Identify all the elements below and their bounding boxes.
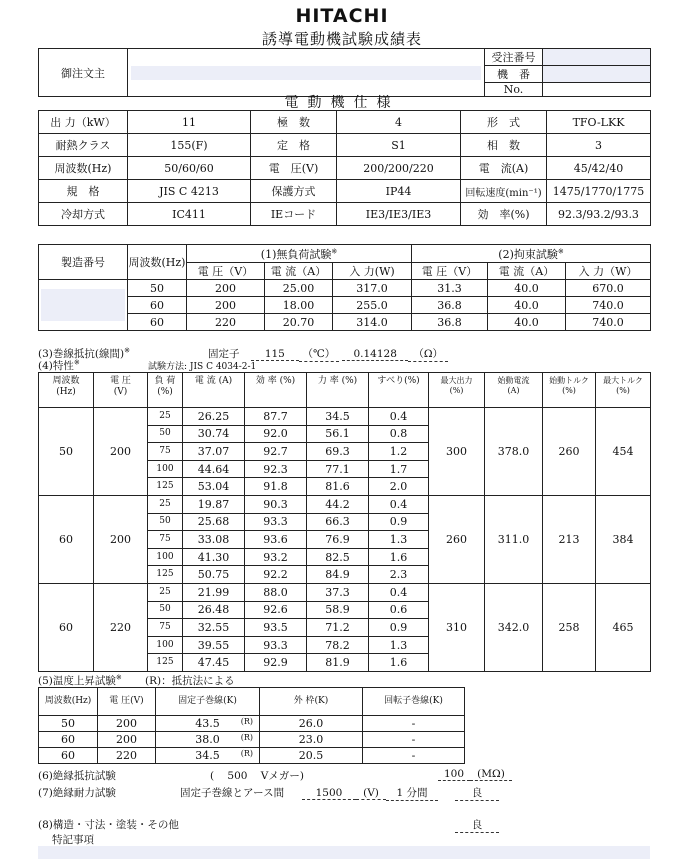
machine-number-field[interactable]	[543, 66, 651, 83]
characteristic-value: 92.0	[245, 425, 307, 443]
characteristic-value: 88.0	[245, 583, 307, 601]
characteristic-value: 21.99	[183, 583, 245, 601]
characteristic-value: 50.75	[183, 566, 245, 584]
load-percent: 75	[148, 619, 183, 637]
spec-value: 11	[128, 111, 251, 134]
characteristic-value: 41.30	[183, 548, 245, 566]
characteristic-value: 93.6	[245, 531, 307, 549]
characteristics-header: 電 流 (A)	[183, 373, 245, 408]
characteristic-value: 91.8	[245, 478, 307, 496]
spec-label: 規 格	[39, 180, 128, 203]
characteristic-value: 0.6	[369, 601, 429, 619]
load-test-value: 60	[128, 297, 187, 314]
load-test-value: 31.3	[412, 280, 488, 297]
characteristics-header: 最大トルク (%)	[596, 373, 651, 408]
characteristics-row	[39, 408, 651, 426]
spec-value: 4	[337, 111, 461, 134]
serial-number-cell	[39, 280, 128, 331]
characteristic-value: 56.1	[307, 425, 369, 443]
spec-value: 3	[547, 134, 651, 157]
group-start-tq: 213	[543, 495, 596, 583]
group-max-out: 260	[429, 495, 485, 583]
load-test-value: 50	[128, 280, 187, 297]
load-test-row	[39, 314, 651, 331]
temp-rise-row	[39, 748, 465, 764]
characteristic-value: 0.4	[369, 583, 429, 601]
brand-logo: HITACHI	[295, 5, 389, 27]
characteristics-header: 周波数 (Hz)	[39, 373, 94, 408]
load-test-value: 36.8	[412, 314, 488, 331]
spec-value: IP44	[337, 180, 461, 203]
load-percent: 100	[148, 460, 183, 478]
load-test-value: 36.8	[412, 297, 488, 314]
characteristics-header: 電 圧 (V)	[94, 373, 148, 408]
characteristic-value: 1.6	[369, 548, 429, 566]
load-subheader: 電 圧（V）	[187, 263, 265, 280]
spec-row	[39, 203, 651, 226]
resistance-value: 0.14128	[342, 348, 408, 361]
load-test-row	[39, 280, 651, 297]
spec-label: 回転速度(min⁻¹)	[461, 180, 547, 203]
characteristic-value: 19.87	[183, 495, 245, 513]
load-test-table	[38, 244, 651, 331]
load-test-value: 740.0	[566, 314, 651, 331]
characteristic-value: 93.2	[245, 548, 307, 566]
machine-number-label: 機 番	[485, 66, 543, 83]
characteristic-value: 44.64	[183, 460, 245, 478]
temp-rise-header: 固定子巻線(K)	[156, 688, 260, 716]
load-test-value: 740.0	[566, 297, 651, 314]
customer-label: 御注文主	[39, 49, 128, 97]
characteristic-value: 90.3	[245, 495, 307, 513]
spec-value: 45/42/40	[547, 157, 651, 180]
megger-spec: ( 500 Vメガー)	[210, 770, 304, 782]
group-frequency: 60	[39, 495, 94, 583]
spec-value: 1475/1770/1775	[547, 180, 651, 203]
spec-value: S1	[337, 134, 461, 157]
order-info-table	[38, 48, 651, 97]
stator-winding-value: 34.5	[195, 749, 220, 762]
spec-table	[38, 110, 651, 226]
load-subheader: 電 流（A）	[488, 263, 566, 280]
characteristic-value: 1.2	[369, 443, 429, 461]
spec-row	[39, 134, 651, 157]
customer-field[interactable]	[131, 66, 481, 80]
characteristics-header: 最大出力 (%)	[429, 373, 485, 408]
load-percent: 25	[148, 495, 183, 513]
spec-value: IE3/IE3/IE3	[337, 203, 461, 226]
group-voltage: 220	[94, 583, 148, 671]
characteristics-header: すべり(%)	[369, 373, 429, 408]
characteristic-value: 0.9	[369, 619, 429, 637]
characteristic-value: 66.3	[307, 513, 369, 531]
stator-winding-cell	[156, 716, 260, 732]
load-percent: 100	[148, 636, 183, 654]
spec-value: 200/200/220	[337, 157, 461, 180]
characteristic-value: 39.55	[183, 636, 245, 654]
temp-rise-value: -	[363, 732, 465, 748]
characteristic-value: 81.6	[307, 478, 369, 496]
temp-rise-header: 電 圧(V)	[98, 688, 156, 716]
spec-label: 相 数	[461, 134, 547, 157]
characteristic-value: 93.5	[245, 619, 307, 637]
temp-rise-value: 200	[98, 716, 156, 732]
group-max-tq: 465	[596, 583, 651, 671]
load-test-value: 314.0	[333, 314, 412, 331]
resistance-method-mark: (R)	[240, 733, 253, 742]
load-percent: 50	[148, 513, 183, 531]
spec-row	[39, 111, 651, 134]
insulation-resistance-label: (6)絶縁抵抗試験	[38, 770, 116, 782]
characteristics-header: 始動トルク (%)	[543, 373, 596, 408]
load-test-value: 317.0	[333, 280, 412, 297]
serial-number-field[interactable]	[41, 289, 125, 321]
characteristic-value: 0.8	[369, 425, 429, 443]
document-title: 誘導電動機試験成績表	[261, 30, 422, 48]
group-frequency: 60	[39, 583, 94, 671]
resistance-method-mark: (R)	[240, 717, 253, 726]
spec-value: IC411	[128, 203, 251, 226]
characteristic-value: 92.2	[245, 566, 307, 584]
spec-label: 耐熱クラス	[39, 134, 128, 157]
characteristic-value: 30.74	[183, 425, 245, 443]
characteristic-value: 93.3	[245, 636, 307, 654]
withstand-desc: 固定子巻線とアース間	[180, 787, 285, 799]
stator-winding-cell	[156, 732, 260, 748]
group-voltage: 200	[94, 408, 148, 496]
temp-rise-value: 23.0	[260, 732, 363, 748]
characteristic-value: 26.48	[183, 601, 245, 619]
characteristic-value: 0.4	[369, 408, 429, 426]
load-test-value: 255.0	[333, 297, 412, 314]
spec-label: 形 式	[461, 111, 547, 134]
characteristics-header: 効 率 (%)	[245, 373, 307, 408]
characteristic-value: 92.9	[245, 654, 307, 672]
temp-rise-row	[39, 732, 465, 748]
load-test-value: 40.0	[488, 314, 566, 331]
spec-value: 155(F)	[128, 134, 251, 157]
withstand-values: 1500 (V) 1 分間	[302, 785, 438, 801]
characteristic-value: 82.5	[307, 548, 369, 566]
characteristic-value: 34.5	[307, 408, 369, 426]
characteristic-value: 81.9	[307, 654, 369, 672]
load-test-value: 40.0	[488, 297, 566, 314]
withstand-label: (7)絶縁耐力試験	[38, 787, 116, 799]
temp-rise-value: 26.0	[260, 716, 363, 732]
load-test-value: 200	[187, 297, 265, 314]
test-method: 試験方法: JIS C 4034-2-1	[148, 362, 257, 372]
characteristic-value: 37.3	[307, 583, 369, 601]
temp-rise-value: 200	[98, 732, 156, 748]
group-start-tq: 260	[543, 408, 596, 496]
stator-winding-cell	[156, 748, 260, 764]
spec-row	[39, 180, 651, 203]
spec-value: 50/60/60	[128, 157, 251, 180]
characteristic-value: 76.9	[307, 531, 369, 549]
characteristic-value: 0.9	[369, 513, 429, 531]
load-percent: 125	[148, 566, 183, 584]
load-test-row	[39, 297, 651, 314]
temp-rise-value: 220	[98, 748, 156, 764]
spec-value: TFO-LKK	[547, 111, 651, 134]
characteristic-value: 32.55	[183, 619, 245, 637]
load-subheader: 電 圧（V）	[412, 263, 488, 280]
group-max-out: 300	[429, 408, 485, 496]
load-percent: 50	[148, 601, 183, 619]
group-start-tq: 258	[543, 583, 596, 671]
spec-row	[39, 157, 651, 180]
group-max-out: 310	[429, 583, 485, 671]
structure-label: (8)構造・寸法・塗装・その他	[38, 819, 179, 831]
characteristic-value: 2.3	[369, 566, 429, 584]
spec-label: 極 数	[251, 111, 337, 134]
load-percent: 25	[148, 583, 183, 601]
characteristics-table	[38, 372, 651, 672]
characteristic-value: 1.7	[369, 460, 429, 478]
spec-label: 冷却方式	[39, 203, 128, 226]
spec-value: 92.3/93.2/93.3	[547, 203, 651, 226]
winding-resistance-values: 固定子 115 （℃） 0.14128 （Ω）	[208, 346, 448, 362]
characteristic-value: 53.04	[183, 478, 245, 496]
temp-rise-value: -	[363, 748, 465, 764]
characteristic-value: 1.3	[369, 531, 429, 549]
characteristic-value: 77.1	[307, 460, 369, 478]
load-percent: 25	[148, 408, 183, 426]
stator-winding-value: 38.0	[195, 733, 220, 746]
characteristic-value: 0.4	[369, 495, 429, 513]
characteristic-value: 93.3	[245, 513, 307, 531]
characteristic-value: 26.25	[183, 408, 245, 426]
remarks-label: 特記事項	[52, 834, 94, 846]
load-subheader: 入 力(W)	[333, 263, 412, 280]
characteristic-value: 92.6	[245, 601, 307, 619]
temp-rise-note: (R)：抵抗法による	[145, 675, 235, 687]
load-subheader: 入 力（W）	[566, 263, 651, 280]
load-test-value: 60	[128, 314, 187, 331]
characteristics-header: 力 率 (%)	[307, 373, 369, 408]
load-test-value: 18.00	[265, 297, 333, 314]
temp-rise-header: 周波数(Hz)	[39, 688, 98, 716]
locked-rotor-header: (2)拘束試験※	[412, 245, 651, 263]
characteristic-value: 33.08	[183, 531, 245, 549]
spec-label: 出 力（kW）	[39, 111, 128, 134]
temp-rise-header: 外 枠(K)	[260, 688, 363, 716]
characteristic-value: 92.7	[245, 443, 307, 461]
spec-value: JIS C 4213	[128, 180, 251, 203]
load-percent: 75	[148, 443, 183, 461]
group-max-tq: 454	[596, 408, 651, 496]
characteristic-value: 25.68	[183, 513, 245, 531]
load-percent: 75	[148, 531, 183, 549]
serial-number-label: 製造番号	[39, 245, 128, 280]
freq-label: 周波数(Hz)	[128, 245, 187, 280]
characteristics-header: 負 荷 (%)	[148, 373, 183, 408]
spec-label: 電 圧(V)	[251, 157, 337, 180]
characteristic-value: 1.6	[369, 654, 429, 672]
spec-label: 定 格	[251, 134, 337, 157]
remarks-field[interactable]	[38, 846, 650, 859]
characteristics-row	[39, 495, 651, 513]
spec-label: 保護方式	[251, 180, 337, 203]
group-start-cur: 378.0	[485, 408, 543, 496]
group-frequency: 50	[39, 408, 94, 496]
characteristics-section: (4)特性※	[38, 358, 80, 372]
stator-winding-value: 43.5	[195, 717, 220, 730]
spec-label: 周波数(Hz)	[39, 157, 128, 180]
no-load-header: (1)無負荷試験※	[187, 245, 412, 263]
characteristic-value: 87.7	[245, 408, 307, 426]
load-percent: 100	[148, 548, 183, 566]
spec-title: 電動機仕様	[284, 95, 400, 111]
characteristic-value: 47.45	[183, 654, 245, 672]
order-number-field[interactable]	[543, 49, 651, 66]
load-test-value: 220	[187, 314, 265, 331]
resistance-method-mark: (R)	[240, 749, 253, 758]
characteristic-value: 84.9	[307, 566, 369, 584]
load-subheader: 電 流（A）	[265, 263, 333, 280]
group-max-tq: 384	[596, 495, 651, 583]
temp-rise-value: 20.5	[260, 748, 363, 764]
insulation-resistance-result: 100 (MΩ)	[438, 768, 512, 781]
winding-resistance-section: (3)巻線抵抗(線間)※	[38, 346, 130, 360]
temp-rise-row	[39, 716, 465, 732]
resistance-temp: 115	[251, 348, 299, 361]
order-number-label: 受注番号	[485, 49, 543, 66]
load-percent: 50	[148, 425, 183, 443]
structure-result: 良	[455, 817, 499, 833]
characteristic-value: 92.3	[245, 460, 307, 478]
characteristic-value: 58.9	[307, 601, 369, 619]
load-test-value: 670.0	[566, 280, 651, 297]
load-test-value: 25.00	[265, 280, 333, 297]
temp-rise-value: 50	[39, 716, 98, 732]
temp-rise-value: 60	[39, 748, 98, 764]
temp-rise-value: -	[363, 716, 465, 732]
characteristic-value: 1.3	[369, 636, 429, 654]
characteristic-value: 69.3	[307, 443, 369, 461]
group-start-cur: 342.0	[485, 583, 543, 671]
group-start-cur: 311.0	[485, 495, 543, 583]
load-test-value: 200	[187, 280, 265, 297]
temp-rise-table	[38, 687, 465, 764]
characteristics-header: 始動電流 (A)	[485, 373, 543, 408]
load-percent: 125	[148, 478, 183, 496]
load-percent: 125	[148, 654, 183, 672]
spec-label: 電 流(A)	[461, 157, 547, 180]
characteristic-value: 71.2	[307, 619, 369, 637]
no-label: No.	[485, 83, 543, 97]
temp-rise-value: 60	[39, 732, 98, 748]
temp-rise-section: (5)温度上昇試験※	[38, 673, 122, 687]
characteristic-value: 2.0	[369, 478, 429, 496]
group-voltage: 200	[94, 495, 148, 583]
spec-label: 効 率(%)	[461, 203, 547, 226]
load-test-value: 20.70	[265, 314, 333, 331]
withstand-result: 良	[455, 785, 499, 801]
spec-label: IEコード	[251, 203, 337, 226]
characteristics-row	[39, 583, 651, 601]
temp-rise-header: 回転子巻線(K)	[363, 688, 465, 716]
characteristic-value: 37.07	[183, 443, 245, 461]
characteristic-value: 44.2	[307, 495, 369, 513]
load-test-value: 40.0	[488, 280, 566, 297]
characteristic-value: 78.2	[307, 636, 369, 654]
